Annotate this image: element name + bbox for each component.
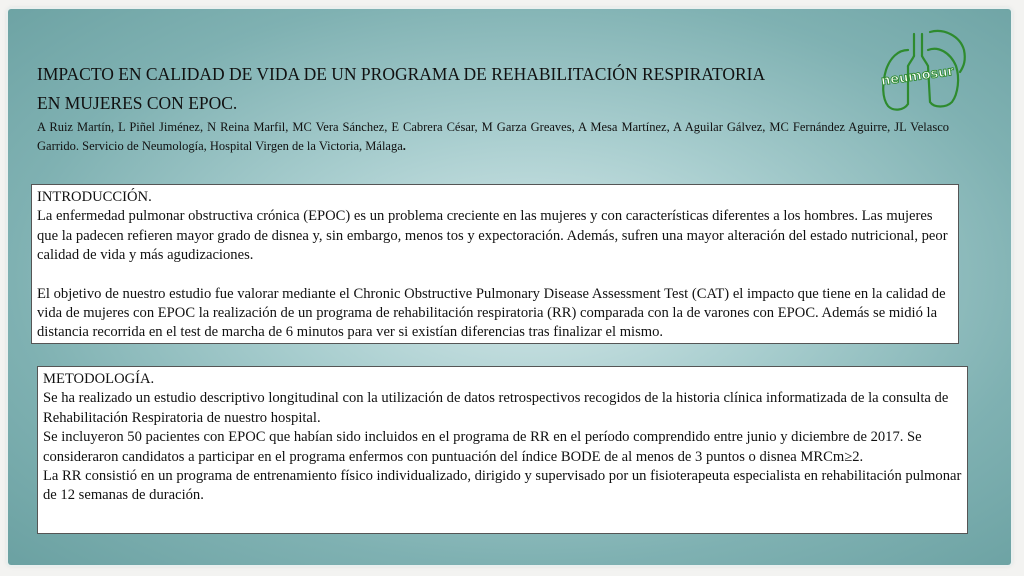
- metodologia-heading: METODOLOGÍA.: [43, 371, 155, 387]
- authors-text: A Ruiz Martín, L Piñel Jiménez, N Reina Marfil, MC Vera Sánchez, E Cabrera César, M Garza Greaves, A Mesa Martínez, A Aguilar Gálvez, MC Fernández Aguirre, JL Velasco Garrido. Servicio de Neumología, Hospital Virgen de la Victoria, Málaga: [37, 120, 949, 153]
- title-line-1: IMPACTO EN CALIDAD DE VIDA DE UN PROGRAMA DE REHABILITACIÓN RESPIRATORIA: [37, 64, 766, 84]
- poster-title: [37, 60, 867, 118]
- metodologia-paragraph-3: La RR consistió en un programa de entrenamiento físico individualizado, dirigido y supervisado por un fisioterapeuta especialista en rehabilitación pulmonar de 12 semanas de duración.: [43, 468, 962, 504]
- introduccion-paragraph-2: El objetivo de nuestro estudio fue valorar mediante el Chronic Obstructive Pulmonary Disease Assessment Test (CAT) el impacto que tiene en la calidad de vida de mujeres con EPOC la realización de un programa de rehabilitación respiratoria (RR) comparada con la de varones con EPOC. Además se midió la distancia recorrida en el test de marcha de 6 minutos para ver si existían diferencias tras finalizar el mismo.: [37, 285, 946, 341]
- authors-end: .: [402, 139, 406, 153]
- metodologia-paragraph-2: Se incluyeron 50 pacientes con EPOC que habían sido incluidos en el programa de RR en el período comprendido entre junio y diciembre de 2017. Se consideraron candidatos a participar en el programa enfermos con puntuación del índice BODE de al menos de 3 puntos o disnea MRCm≥2.: [43, 429, 922, 465]
- authors-affiliation: [37, 118, 949, 156]
- metodologia-section: [37, 366, 968, 534]
- introduccion-heading: INTRODUCCIÓN.: [37, 189, 152, 205]
- logo-text: neumosur: [880, 64, 955, 90]
- paragraph-gap: [37, 266, 953, 285]
- metodologia-paragraph-1: Se ha realizado un estudio descriptivo longitudinal con la utilización de datos retrospectivos recogidos de la historia clínica informatizada de la consulta de Rehabilitación Respiratoria de nuestro hospital.: [43, 390, 949, 426]
- title-line-2: EN MUJERES CON EPOC.: [37, 93, 238, 113]
- introduccion-paragraph-1: La enfermedad pulmonar obstructiva crónica (EPOC) es un problema creciente en las mujeres y con características diferentes a los hombres. Las mujeres que la padecen refieren mayor grado de disnea y, sin embargo, menos tos y expectoración. Además, sufren una mayor alteración del estado nutricional, peor calidad de vida y más agudizaciones.: [37, 208, 948, 264]
- lungs-logo-icon: [868, 26, 968, 118]
- neumosur-logo: [868, 26, 968, 118]
- introduccion-section: [31, 184, 959, 344]
